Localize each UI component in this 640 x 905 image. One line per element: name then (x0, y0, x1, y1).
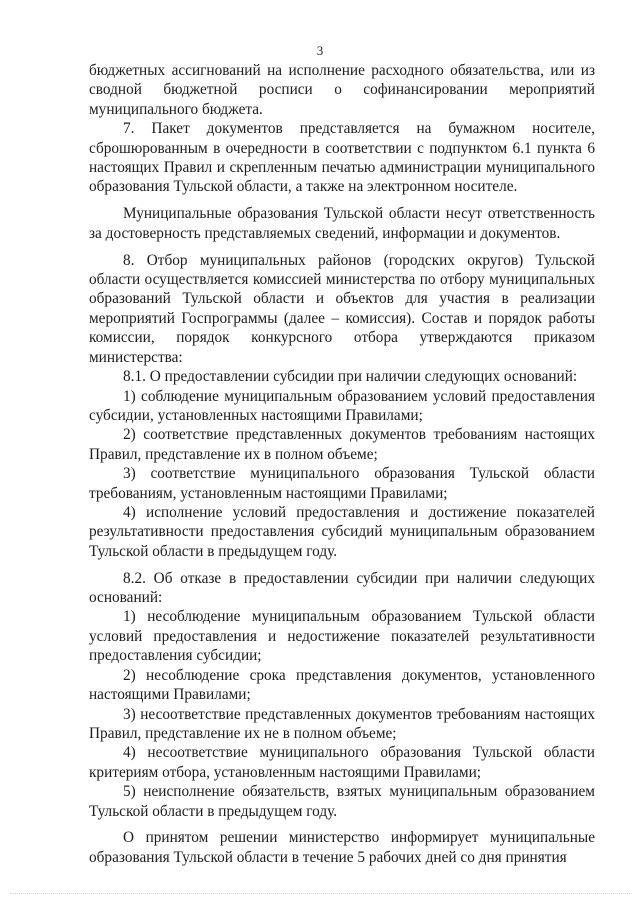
paragraph: О принятом решении министерство информирует муниципальные образования Тульской области в течение 5 рабочих дней со дня принятия (89, 829, 595, 866)
scan-artifact-line (10, 893, 630, 895)
paragraph: 1) несоблюдение муниципальным образованием Тульской области условий предоставления и недостижение показателей результативности предоставления субсидии; (89, 608, 595, 665)
paragraph: 2) соответствие представленных документов требованиям настоящих Правил, представление их в полном объеме; (89, 426, 595, 463)
paragraph: 8.1. О предоставлении субсидии при наличии следующих оснований: (123, 368, 578, 386)
paragraph: Муниципальные образования Тульской области несут ответственность за достоверность представляемых сведений, информации и документов. (89, 205, 595, 242)
paragraph: 4) исполнение условий предоставления и достижение показателей результативности предоставления субсидий муниципальным образованием Тульской области в предыдущем году. (89, 503, 595, 560)
paragraph: 3) соответствие муниципального образования Тульской области требованиям, установленным настоящими Правилами; (89, 465, 595, 502)
paragraph: 1) соблюдение муниципальным образованием условий предоставления субсидии, установленных настоящими Правилами; (89, 387, 595, 424)
paragraph: бюджетных ассигнований на исполнение расходного обязательства, или из сводной бюджетной росписи о софинансировании мероприятий муниципального бюджета. (89, 62, 595, 118)
paragraph: 8.2. Об отказе в предоставлении субсидии при наличии следующих оснований: (89, 569, 595, 607)
paragraph: 5) неисполнение обязательств, взятых муниципальным образованием Тульской области в предыдущем году. (89, 783, 595, 820)
document-body (89, 61, 595, 867)
paragraph: 7. Пакет документов представляется на бумажном носителе, сброшюрованным в очередности в соответствии с подпунктом 6.1 пункта 6 настоящих Правил и скрепленным печатью администрации муниципального образования Тульской области, а также на электронном носителе. (89, 120, 595, 196)
paragraph: 8. Отбор муниципальных районов (городских округов) Тульской области осуществляется комиссией министерства по отбору муниципальных образований Тульской области и объектов для участия в реализации мероприятий Госпрограммы (далее – комиссия). Состав и порядок работы комиссии, порядок конкурсного отбора утверждаются приказом министерства: (89, 251, 595, 366)
paragraph: 2) несоблюдение срока представления документов, установленного настоящими Правилами; (89, 666, 595, 704)
page-number: 3 (316, 43, 324, 58)
paragraph: 3) несоответствие представленных документов требованиям настоящих Правил, представление их не в полном объеме; (89, 705, 595, 742)
paragraph: 4) несоответствие муниципального образования Тульской области критериям отбора, установленным настоящими Правилами; (89, 744, 595, 781)
